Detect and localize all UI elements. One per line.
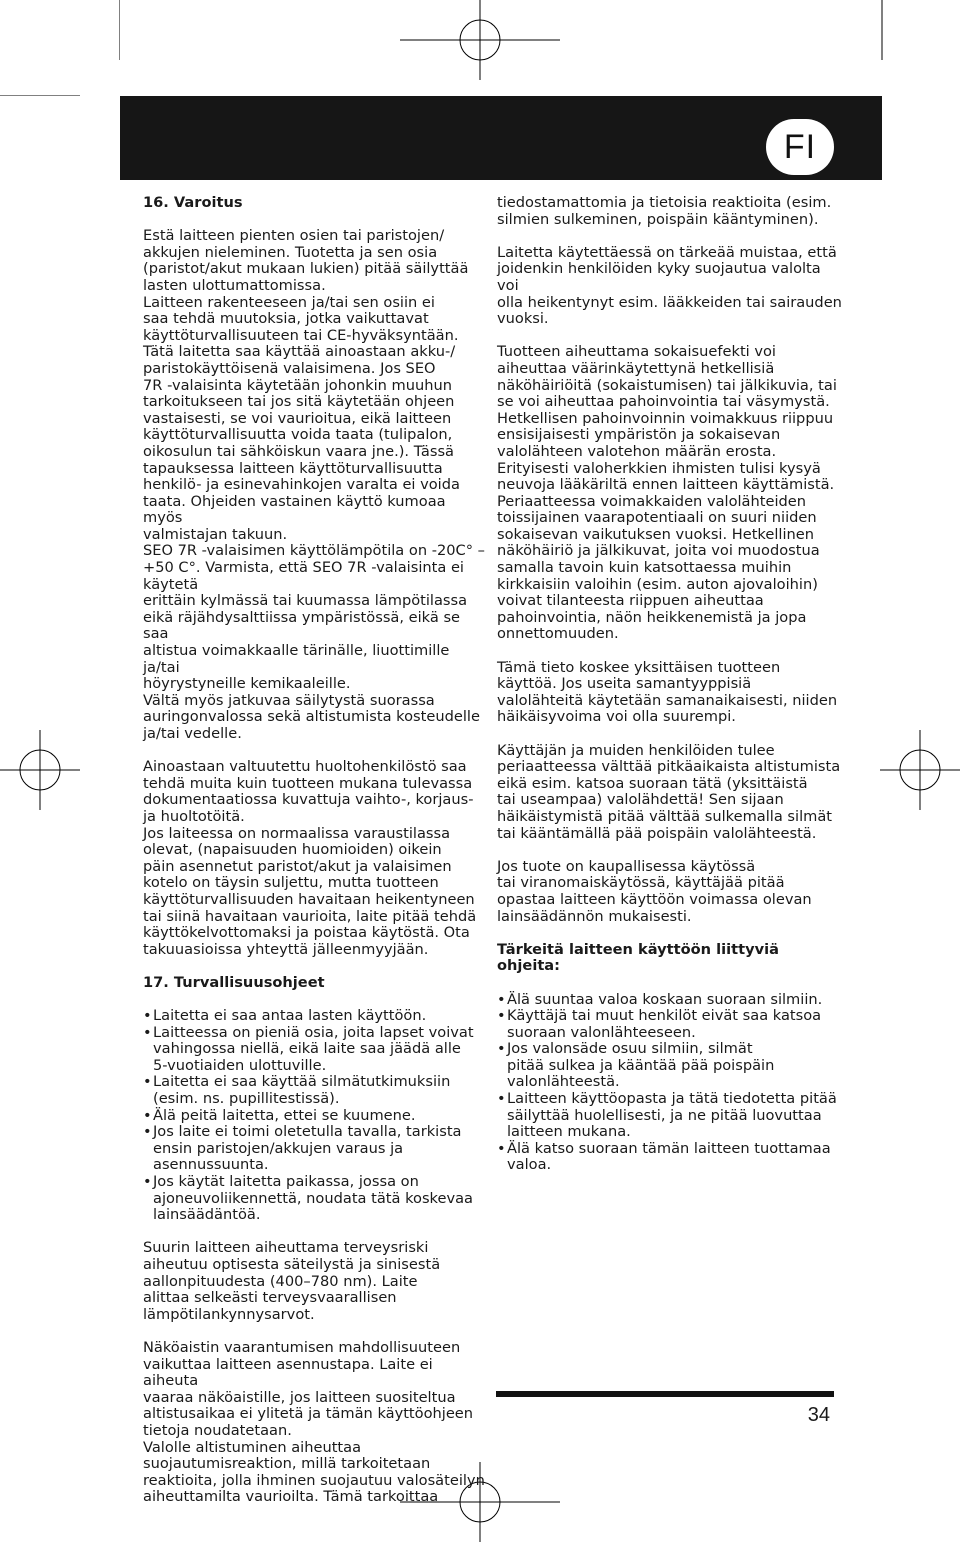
section-17-title: 17. Turvallisuusohjeet [143,973,325,991]
list-item: • Älä suuntaa valoa koskaan suoraan silmiin. [497,992,842,1009]
section-16-body: Estä laitteen pienten osien tai paristojen/ akkujen nieleminen. Tuotetta ja sen osia (paristot/akut mukaan lukien) pitää säilyttää lasten ulottumattomissa. Laitteen rakenteeseen ja/tai sen osiin ei saa tehdä muutoksia, jotka vaikuttavat käyttöturvallisuuteen tai CE-hyväksyntään. Tätä laitetta saa käyttää ainoastaan akku-/ paristokäyttöisenä valaisimena. Jos SEO 7R -valaisinta käytetään johonkin muuhun tarkoitukseen tai jos sitä käytetään ohjeen vastaisesti, se voi vaurioitua, eikä laitteen käyttöturvallisuutta voida taata (tulipalon, oikosulun tai sähköiskun vaara jne.). Tässä tapauksessa laitteen käyttöturvallisuutta henkilö- ja esinevahinkojen varalta ei voida taata. Ohjeiden vastainen käyttö kumoaa myös valmistajan takuun. SEO 7R -valaisimen käyttölämpötila on -20C° – +50 C°. Varmista, että SEO 7R -valaisinta ei käytetä erittäin kylmässä tai kuumassa lämpötilassa eikä räjähdysalttiissa ympäristössä, eikä se saa altistua voimakkaalle tärinälle, liuottimille ja/tai höyrystyneille kemikaaleille. Vältä myös jatkuvaa säilytystä suorassa auringonvalossa sekä altistumista kosteudelle ja/tai vedelle. [143,227,485,742]
language-badge: FI [766,119,834,175]
registration-mark-left [0,730,80,810]
registration-mark-right [880,730,960,810]
registration-mark-top [400,0,560,80]
reduced-ability-paragraph: Laitetta käytettäessä on tärkeää muistaa, että joidenkin henkilöiden kyky suojautua valolta voi olla heikentynyt esim. lääkkeiden tai sairauden vuoksi. [497,243,842,328]
list-item: • Laitteessa on pieniä osia, joita lapset voivat vahingossa niellä, eikä laite saa jäädä alle 5-vuotiaiden ulottuville. [143,1025,488,1075]
list-item: • Jos laite ei toimi oletetulla tavalla, tarkista ensin paristojen/akkujen varaus ja asennussuunta. [143,1124,488,1174]
crop-mark-top-left [0,0,120,96]
list-item: • Älä peitä laitetta, ettei se kuumene. [143,1108,488,1125]
list-item: • Käyttäjä tai muut henkilöt eivät saa katsoa suoraan valonlähteeseen. [497,1008,842,1041]
right-column [497,195,842,1191]
guidelines-title: Tärkeitä laitteen käyttöön liittyviä ohjeita: [497,940,779,975]
reactions-paragraph: tiedostamattomia ja tietoisia reaktioita (esim. silmien sulkeminen, poispäin kääntyminen). [497,194,832,228]
single-product-paragraph: Tämä tieto koskee yksittäisen tuotteen käyttöä. Jos useita samantyyppisiä valolähteitä käytetään samanaikaisesti, niiden häikäisyvoima voi olla suurempi. [497,658,838,726]
list-item: • Laitetta ei saa antaa lasten käyttöön. [143,1008,488,1025]
list-item: • Jos valonsäde osuu silmiin, silmät pitää sulkea ja kääntää pää poispäin valonlähteestä. [497,1041,842,1091]
footer-rule [496,1391,834,1397]
section-16-title: 16. Varoitus [143,194,243,211]
guidelines-list [497,992,842,1175]
health-risk-paragraph: Suurin laitteen aiheuttama terveysriski aiheutuu optisesta säteilystä ja sinisestä aallonpituudesta (400–780 nm). Laite alittaa selkeästi terveysvaarallisen lämpötilankynnysarvot. [143,1239,441,1323]
section-16-service-paragraph: Ainoastaan valtuutettu huoltohenkilöstö saa tehdä muita kuin tuotteen mukana tulevassa dokumentaatiossa kuvattuja vaihto-, korjaus- ja huoltotöitä. Jos laiteessa on normaalissa varaustilassa olevat, (napaisuuden huomioiden) oikein päin asennetut paristot/akut ja valaisimen kotelo on täysin suljettu, mutta tuotteen käyttöturvallisuuden havaitaan heikentyneen tai siinä havaitaan vaurioita, laite pitää tehdä käyttökelvottomaksi ja poistaa käytöstä. Ota takuuasioissa yhteyttä jälleenmyyjään. [143,758,477,958]
list-item: • Jos käytät laitetta paikassa, jossa on ajoneuvoliikennettä, noudata tätä koskevaa lainsäädäntöä. [143,1174,488,1224]
glare-effect-paragraph: Tuotteen aiheuttama sokaisuefekti voi aiheuttaa väärinkäytettynä hetkellisiä näköhäiriöitä (sokaistumisen) tai jälkikuvia, tai se voi aiheuttaa pahoinvointia tai väsymystä. Hetkellisen pahoinvoinnin voimakkuus riippuu ensisijaisesti ympäristön ja sokaisevan valolähteen valotehon määrän erosta. Erityisesti valoherkkien ihmisten tulisi kysyä neuvoja lääkäriltä ennen laitteen käyttämistä. Periaatteessa voimakkaiden valolähteiden toissijainen vaarapotentiaali on suuri niiden sokaisevan vaikutuksen vuoksi. Hetkellinen näköhäiriö ja jälkikuvat, joita voi muodostua samalla tavoin kuin katsottaessa muihin kirkkaisiin valoihin (esim. auton ajovaloihin) voivat tilanteesta riippuen aiheuttaa pahoinvointia, näön heikkenemistä ja jopa onnettomuuden. [497,343,837,643]
commercial-use-paragraph: Jos tuote on kaupallisessa käytössä tai viranomaiskäytössä, käyttäjää pitää opastaa laitteen käyttöön voimassa olevan lainsäädännön mukaisesti. [497,857,812,925]
list-item: • Laitteen käyttöopasta ja tätä tiedotetta pitää säilyttää huolellisesti, ja ne pitää luovuttaa laitteen mukana. [497,1091,842,1141]
vision-risk-paragraph: Näköaistin vaarantumisen mahdollisuuteen vaikuttaa laitteen asennustapa. Laite ei aiheuta vaaraa näköaistille, jos laitteen suositeltua altistusaikaa ei ylitetä ja tämän käyttöohjeen tietoja noudatetaan. Valolle altistuminen aiheuttaa suojautumisreaktion, millä tarkoitetaan reaktioita, jolla ihminen suojautuu valosäteilyn aiheuttamilta vaurioilta. Tämä tarkoittaa [143,1338,485,1506]
avoid-exposure-paragraph: Käyttäjän ja muiden henkilöiden tulee periaatteessa välttää pitkäaikaista altistumista eikä esim. katsoa suoraan tätä (yksittäistä tai useampaa) valolähdettä! Sen sijaan häikäistymistä pitää välttää sulkemalla silmät tai kääntämällä pää poispäin valolähteestä. [497,741,841,842]
crop-mark-top-right [840,0,960,96]
section-17-list [143,1008,488,1224]
page-number: 34 [807,1404,830,1426]
list-item: • Laitetta ei saa käyttää silmätutkimuksiin (esim. ns. pupillitestissä). [143,1074,488,1107]
list-item: • Älä katso suoraan tämän laitteen tuottamaa valoa. [497,1141,842,1174]
left-column [143,195,488,1523]
